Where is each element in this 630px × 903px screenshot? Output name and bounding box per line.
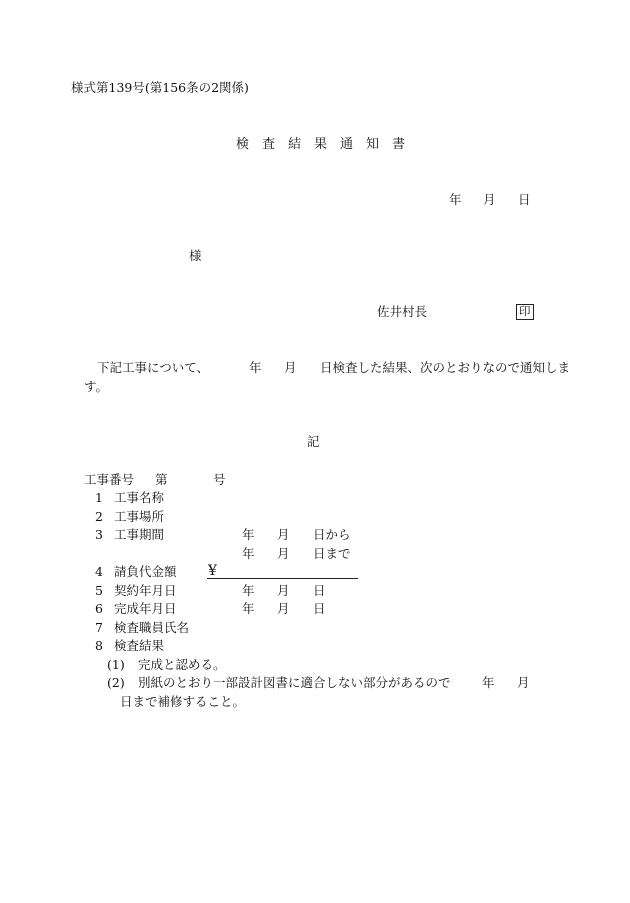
item-label: 検査結果 [114,638,165,653]
intro-line2: す。 [84,379,109,394]
construction-number-go: 号 [213,472,226,487]
item-label: 完成年月日 [114,601,177,616]
form-id: 様式第139号(第156条の2関係) [71,80,249,95]
repair-year: 年 [482,675,495,690]
construction-number-dai: 第 [155,472,168,487]
option-text: 別紙のとおり一部設計図書に適合しない部分があるので [138,675,451,690]
item-number: 7 [95,620,103,635]
period-to-year: 年 [242,546,255,561]
item-number: 3 [95,527,103,542]
header-date-year: 年 [449,192,462,207]
item-label: 請負代金額 [114,564,177,579]
intro-year: 年 [249,360,262,375]
contract-day: 日 [313,583,326,598]
option-number: (2) [107,675,125,690]
repair-month: 月 [517,675,530,690]
intro-line1-start: 下記工事について、 [97,360,210,375]
period-from-month: 月 [277,527,290,542]
header-date-month: 月 [483,192,496,207]
item-label: 契約年月日 [114,583,177,598]
item-label: 工事期間 [114,527,165,542]
completion-year: 年 [242,601,255,616]
item-label: 検査職員氏名 [114,620,190,635]
item-label: 工事場所 [114,509,165,524]
option-text-line2: 日まで補修すること。 [120,694,246,709]
intro-line1-end: 日検査した結果、次のとおりなので通知しま [320,360,571,375]
yen-mark: ¥ [208,563,217,579]
option-text: 完成と認める。 [138,657,226,672]
item-number: 1 [95,490,103,505]
item-number: 8 [95,638,103,653]
contract-month: 月 [277,583,290,598]
period-to-day: 日まで [313,546,351,561]
item-label: 工事名称 [114,490,165,505]
completion-month: 月 [277,601,290,616]
item-number: 4 [95,564,103,579]
item-number: 6 [95,601,103,616]
document-title: 検 査 結 果 通 知 書 [236,137,406,152]
item-number: 5 [95,583,103,598]
period-from-year: 年 [242,527,255,542]
construction-number-label: 工事番号 [84,472,135,487]
seal-mark: 印 [516,304,534,320]
intro-month: 月 [284,360,297,375]
period-to-month: 月 [277,546,290,561]
contract-year: 年 [242,583,255,598]
amount-underline [207,564,358,579]
addressee-suffix: 様 [189,248,202,263]
completion-day: 日 [313,601,326,616]
ki-heading: 記 [307,434,320,449]
sender-name: 佐井村長 [377,304,428,319]
item-number: 2 [95,509,103,524]
option-number: (1) [107,657,125,672]
header-date-day: 日 [518,192,531,207]
period-from-day: 日から [313,527,351,542]
